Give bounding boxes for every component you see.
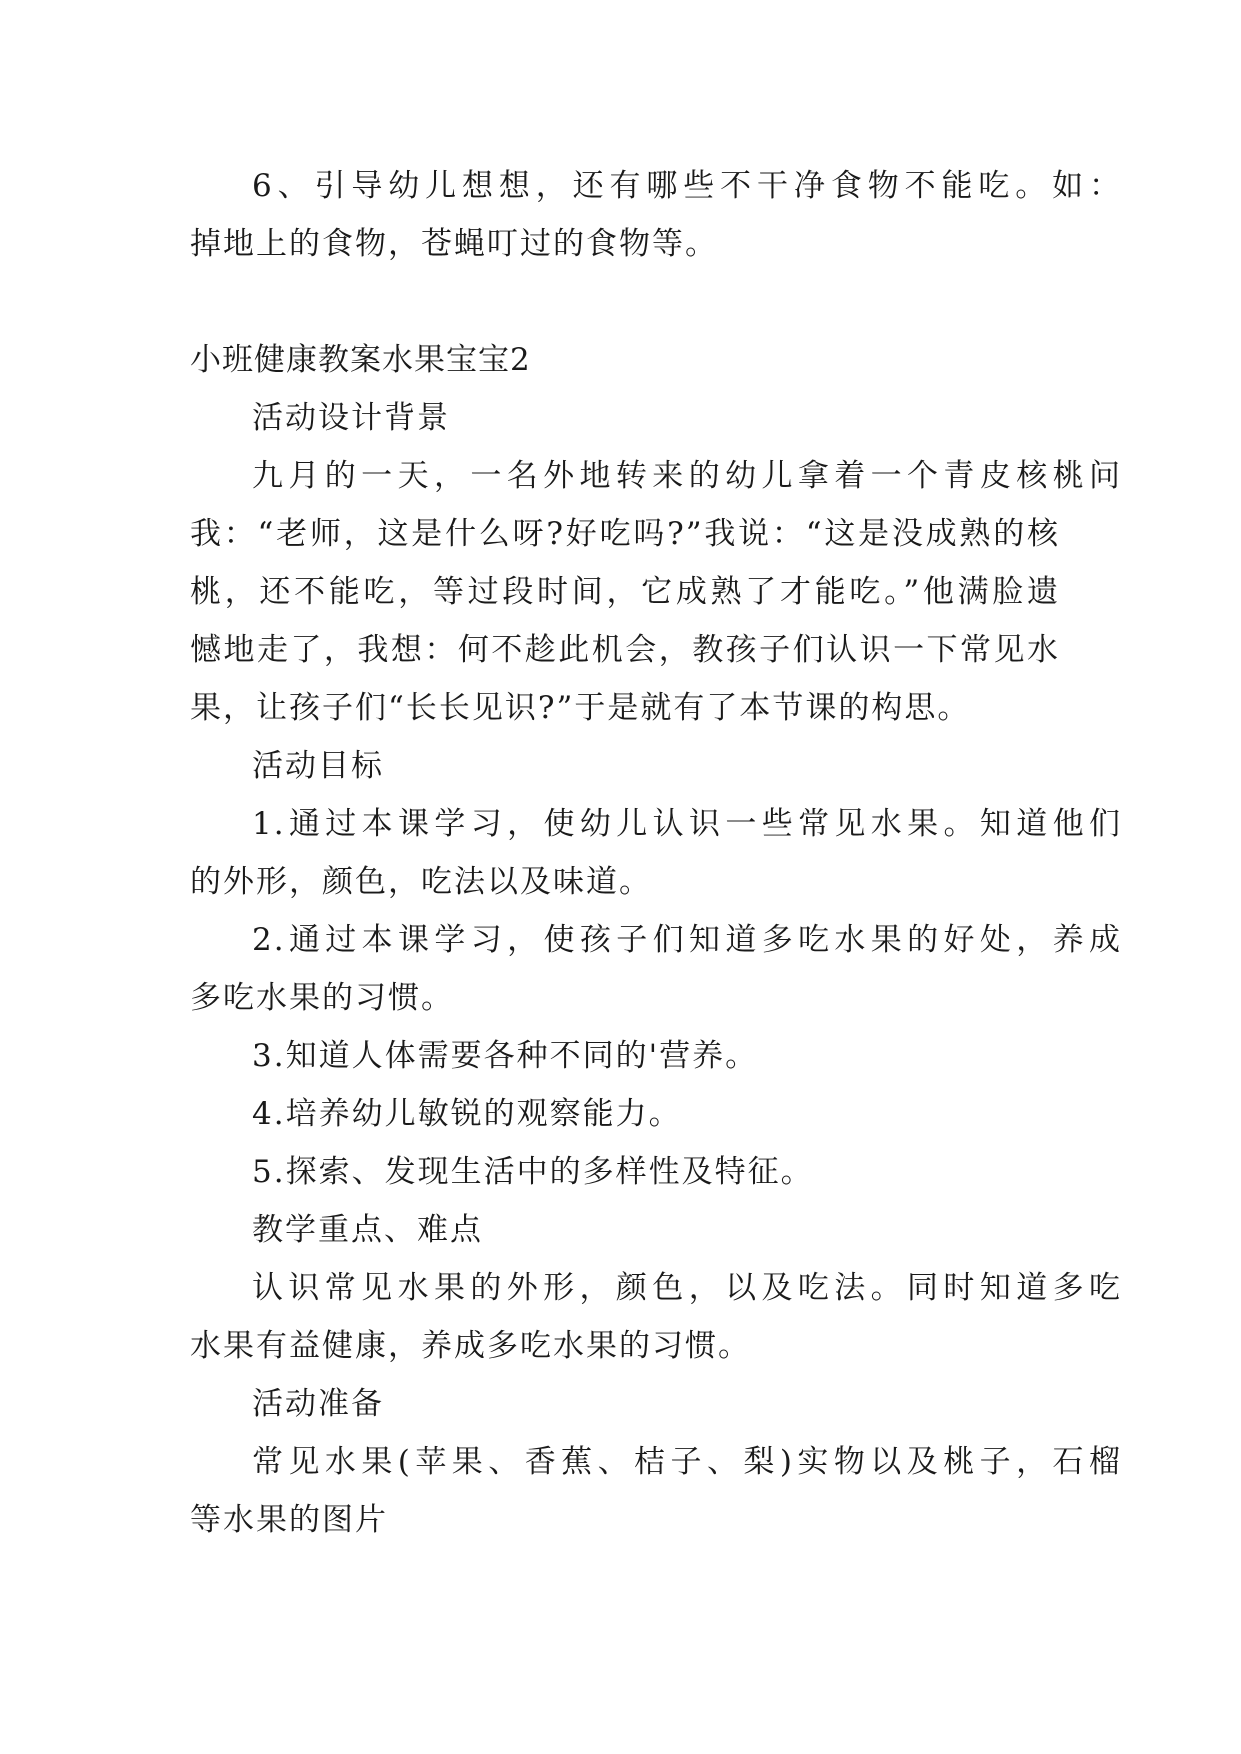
subheading: 活动目标: [252, 748, 384, 784]
section-title: 小班健康教案水果宝宝2: [190, 342, 531, 378]
paragraph-line: 的外形，颜色，吃法以及味道。: [190, 864, 652, 900]
paragraph-line: 憾地走了，我想：何不趁此机会，教孩子们认识一下常见水: [190, 632, 1060, 668]
paragraph-line: 2.通过本课学习，使孩子们知道多吃水果的好处，养成: [252, 922, 1122, 958]
paragraph-line: 认识常见水果的外形，颜色，以及吃法。同时知道多吃: [252, 1270, 1122, 1306]
subheading: 活动准备: [252, 1386, 384, 1422]
paragraph-line: 多吃水果的习惯。: [190, 980, 454, 1016]
paragraph-line: 桃，还不能吃，等过段时间，它成熟了才能吃。”他满脸遗: [190, 574, 1060, 610]
paragraph-line: 掉地上的食物，苍蝇叮过的食物等。: [190, 226, 718, 262]
paragraph-line: 我：“老师，这是什么呀?好吃吗?”我说：“这是没成熟的核: [190, 516, 1060, 552]
subheading: 活动设计背景: [252, 400, 450, 436]
subheading: 教学重点、难点: [252, 1212, 483, 1248]
paragraph-line: 果，让孩子们“长长见识?”于是就有了本节课的构思。: [190, 690, 971, 726]
paragraph-line: 水果有益健康，养成多吃水果的习惯。: [190, 1328, 751, 1364]
paragraph-line: 九月的一天，一名外地转来的幼儿拿着一个青皮核桃问: [252, 458, 1122, 494]
paragraph-line: 等水果的图片: [190, 1502, 388, 1538]
paragraph-line: 4.培养幼儿敏锐的观察能力。: [252, 1096, 682, 1132]
paragraph-line: 1.通过本课学习，使幼儿认识一些常见水果。知道他们: [252, 806, 1122, 842]
paragraph-line: 常见水果(苹果、香蕉、桔子、梨)实物以及桃子，石榴: [252, 1444, 1122, 1480]
paragraph-line: 6、引导幼儿想想，还有哪些不干净食物不能吃。如：: [252, 168, 1122, 204]
paragraph-line: 5.探索、发现生活中的多样性及特征。: [252, 1154, 814, 1190]
paragraph-line: 3.知道人体需要各种不同的'营养。: [252, 1038, 759, 1074]
